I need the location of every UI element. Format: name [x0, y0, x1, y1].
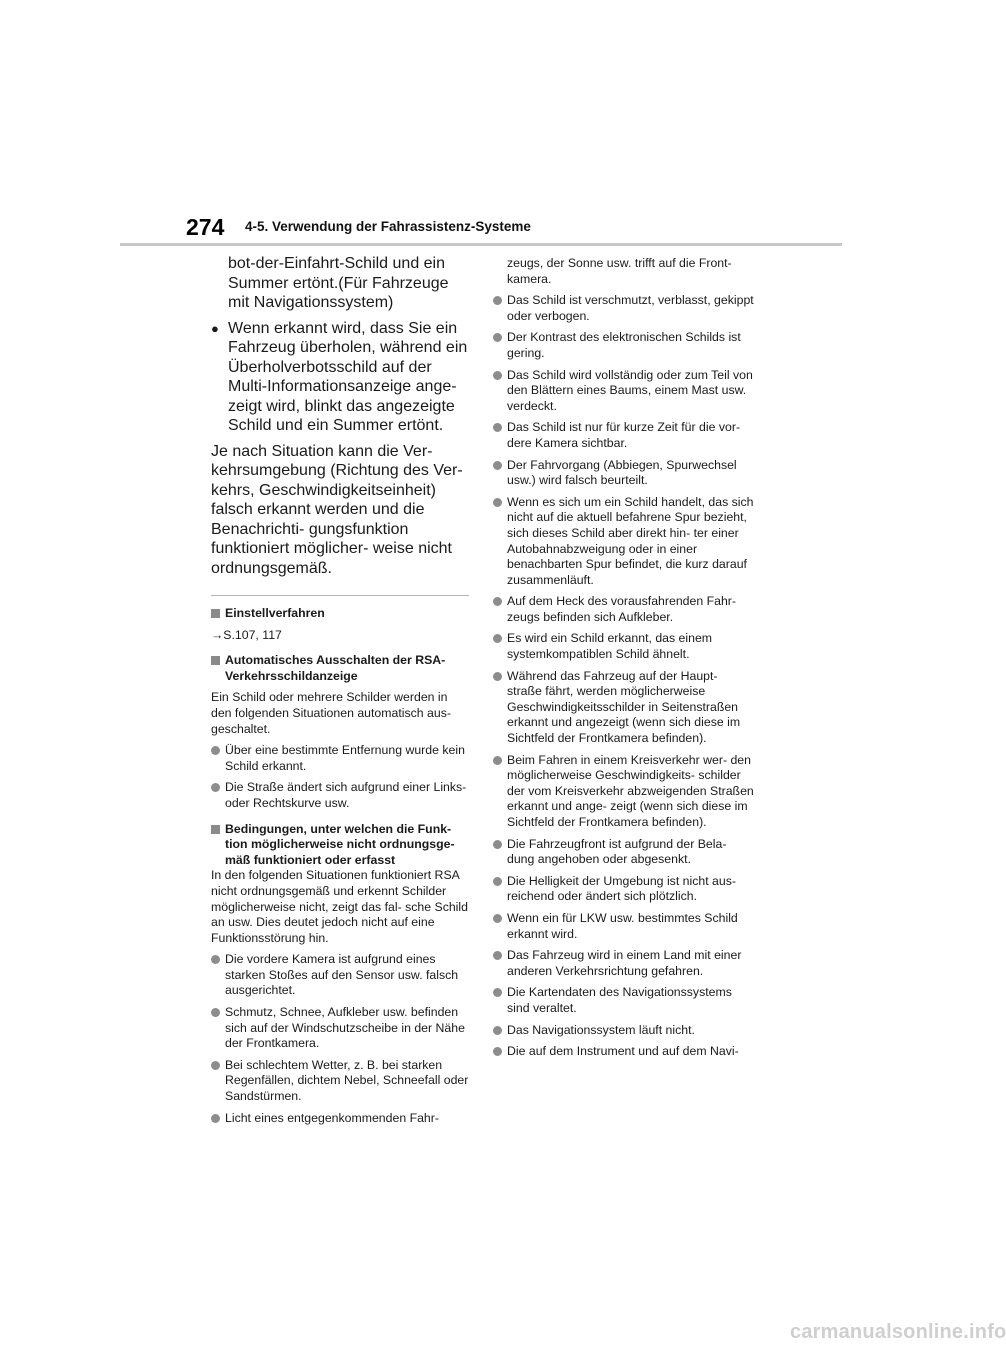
list-item: [493, 458, 755, 489]
circle-bullet-icon: [493, 634, 502, 643]
circle-bullet-icon: [211, 783, 220, 792]
circle-bullet-icon: [493, 988, 502, 997]
list-item-text: Die Kartendaten des Navigationssystems sind veraltet.: [507, 985, 732, 1015]
overtaking-bullet-text: Wenn erkannt wird, dass Sie ein Fahrzeug überholen, während ein Überholverbotsschild auf der Multi-Informationsanzeige ange- zeigt wird, blinkt das angezeigte Schild und ein Summer ertönt.: [228, 319, 468, 434]
auto-off-paragraph: Ein Schild oder mehrere Schilder werden in den folgenden Situationen automatisch aus- geschaltet.: [211, 690, 451, 736]
list-item: [493, 911, 755, 942]
circle-bullet-icon: [493, 1047, 502, 1056]
list-item-text: Das Schild wird vollständig oder zum Teil von den Blättern eines Baums, einem Mast usw. verdeckt.: [507, 367, 753, 413]
list-item-text: Bei schlechtem Wetter, z. B. bei starken Regenfällen, dichtem Nebel, Schneefall oder Sandstürmen.: [225, 1057, 469, 1104]
circle-bullet-icon: [493, 951, 502, 960]
circle-bullet-icon: [493, 597, 502, 606]
divider: [211, 595, 469, 596]
list-item-text: Das Navigationssystem läuft nicht.: [507, 1022, 695, 1037]
list-item-text: Schmutz, Schnee, Aufkleber usw. befinden sich auf der Windschutzscheibe in der Nähe der Frontkamera.: [225, 1005, 465, 1051]
circle-bullet-icon: [211, 1061, 220, 1070]
circle-bullet-icon: [493, 333, 502, 342]
list-item: [211, 1111, 469, 1127]
list-item: [211, 952, 469, 999]
list-item-text: Wenn ein für LKW usw. bestimmtes Schild erkannt wird.: [507, 910, 738, 941]
list-item: [493, 874, 755, 905]
list-item-text: Die Straße ändert sich aufgrund einer Links- oder Rechtskurve usw.: [225, 780, 467, 810]
list-item: [211, 780, 469, 811]
list-item-text: Licht eines entgegenkommenden Fahr-: [225, 1110, 439, 1125]
watermark: carmanualsonline.info: [790, 1321, 1006, 1343]
list-item-text: Die auf dem Instrument und auf dem Navi-: [507, 1044, 739, 1059]
circle-bullet-icon: [493, 914, 502, 923]
list-item-text: Die vordere Kamera ist aufgrund eines starken Stoßes auf den Sensor usw. falsch ausgerichtet.: [225, 952, 459, 998]
overtaking-bullet: [211, 319, 469, 436]
intro-block: [211, 254, 469, 578]
square-marker-icon: [211, 656, 220, 665]
circle-bullet-icon: [493, 461, 502, 470]
circle-bullet-icon: [493, 1026, 502, 1035]
square-marker-icon: [211, 609, 220, 618]
list-item: [493, 1023, 755, 1039]
notes-block: [211, 606, 469, 1126]
heading-text: Einstellverfahren: [225, 606, 325, 620]
heading-auto-off: [211, 653, 469, 684]
list-item: [493, 368, 755, 415]
square-marker-icon: [211, 825, 220, 834]
list-item: [493, 985, 755, 1016]
list-item: [493, 669, 755, 747]
heading-text: Automatisches Ausschalten der RSA-Verkehrsschildanzeige: [225, 653, 446, 683]
list-item-text: Der Kontrast des elektronischen Schilds ist gering.: [507, 330, 741, 360]
arrow-icon: →: [211, 627, 224, 642]
list-item: [211, 1058, 469, 1105]
list-item: [211, 1005, 469, 1052]
page-number: 274: [186, 214, 225, 240]
list-item-text: Das Schild ist nur für kurze Zeit für die vor- dere Kamera sichtbar.: [507, 420, 741, 450]
list-item: [493, 594, 755, 625]
heading-text: Bedingungen, unter welchen die Funk- tion möglicherweise nicht ordnungsge- mäß funktioniert oder erfasst: [225, 821, 455, 867]
circle-bullet-icon: [493, 756, 502, 765]
list-item: [493, 495, 755, 589]
list-item: [493, 837, 755, 868]
header-rule: [120, 243, 842, 246]
heading-setting-procedure: [211, 606, 469, 622]
list-item: [493, 1044, 755, 1060]
list-item-text: Wenn es sich um ein Schild handelt, das sich nicht auf die aktuell befahrene Spur bezieht, sich dieses Schild aber direkt hin- ter einer Autobahnabzweigung oder in einer benachbarten Spur befindet, die kurz darauf zusammenläuft.: [507, 494, 754, 587]
circle-bullet-icon: [211, 955, 220, 964]
list-item-text: Auf dem Heck des vorausfahrenden Fahr- zeugs befinden sich Aufkleber.: [507, 594, 736, 624]
circle-bullet-icon: [493, 840, 502, 849]
circle-bullet-icon: [493, 296, 502, 305]
bullet-icon: ●: [211, 320, 219, 336]
list-item-text: Beim Fahren in einem Kreisverkehr wer- den möglicherweise Geschwindigkeits- schilder der vom Kreisverkehr abzweigenden Straßen erkannt und ange- zeigt (wenn sich diese im Sichtfeld der Frontkamera befinden).: [507, 752, 754, 829]
page-reference: [211, 628, 469, 644]
list-item: [493, 948, 755, 979]
circle-bullet-icon: [493, 423, 502, 432]
circle-bullet-icon: [211, 1114, 220, 1123]
circle-bullet-icon: [211, 1008, 220, 1017]
list-item-text: Das Fahrzeug wird in einem Land mit einer anderen Verkehrsrichtung gefahren.: [507, 948, 742, 978]
list-item-text: Der Fahrvorgang (Abbiegen, Spurwechsel usw.) wird falsch beurteilt.: [507, 457, 737, 488]
reference-text: S.107, 117: [223, 627, 282, 642]
circle-bullet-icon: [493, 877, 502, 886]
list-item-text: Über eine bestimmte Entfernung wurde kein Schild erkannt.: [225, 743, 465, 773]
list-item: [493, 631, 755, 662]
list-item: [493, 330, 755, 361]
list-item-text: Die Helligkeit der Umgebung ist nicht aus- reichend oder ändert sich plötzlich.: [507, 873, 736, 904]
list-item: [493, 753, 755, 831]
circle-bullet-icon: [493, 371, 502, 380]
circle-bullet-icon: [211, 746, 220, 755]
list-item-text: Die Fahrzeugfront ist aufgrund der Bela- dung angehoben oder abgesenkt.: [507, 836, 727, 867]
situation-paragraph: Je nach Situation kann die Ver- kehrsumgebung (Richtung des Ver- kehrs, Geschwindigkeitseinheit) falsch erkannt werden und die Benachrichti- gungsfunktion funktioniert möglicher- weise nicht ordnungsgemäß.: [211, 442, 463, 577]
left-column: [211, 254, 469, 1132]
list-item-text: Während das Fahrzeug auf der Haupt- straße fährt, werden möglicherweise Geschwindigkeitsschilder in Seitenstraßen erkannt und angezeigt (wenn sich diese im Sichtfeld der Frontkamera befinden).: [507, 668, 741, 746]
continuation-text: bot-der-Einfahrt-Schild und ein Summer ertönt.(Für Fahrzeuge mit Navigationssystem): [228, 255, 449, 311]
heading-conditions: [211, 822, 469, 869]
section-title: 4-5. Verwendung der Fahrassistenz-Systeme: [245, 219, 531, 234]
circle-bullet-icon: [493, 498, 502, 507]
conditions-paragraph: In den folgenden Situationen funktioniert RSA nicht ordnungsgemäß und erkennt Schilder möglicherweise nicht, zeigt das fal- sche Schild an usw. Dies deutet jedoch nicht auf eine Funktionsstörung hin.: [211, 868, 468, 945]
list-item-text: Es wird ein Schild erkannt, das einem systemkompatiblen Schild ähnelt.: [507, 631, 713, 662]
continuation-text: zeugs, der Sonne usw. trifft auf die Front- kamera.: [507, 256, 732, 286]
right-column: [493, 256, 755, 1066]
list-item: [211, 743, 469, 774]
list-item-text: Das Schild ist verschmutzt, verblasst, gekippt oder verbogen.: [507, 293, 754, 323]
circle-bullet-icon: [493, 672, 502, 681]
list-item: [493, 293, 755, 324]
list-item: [493, 420, 755, 451]
